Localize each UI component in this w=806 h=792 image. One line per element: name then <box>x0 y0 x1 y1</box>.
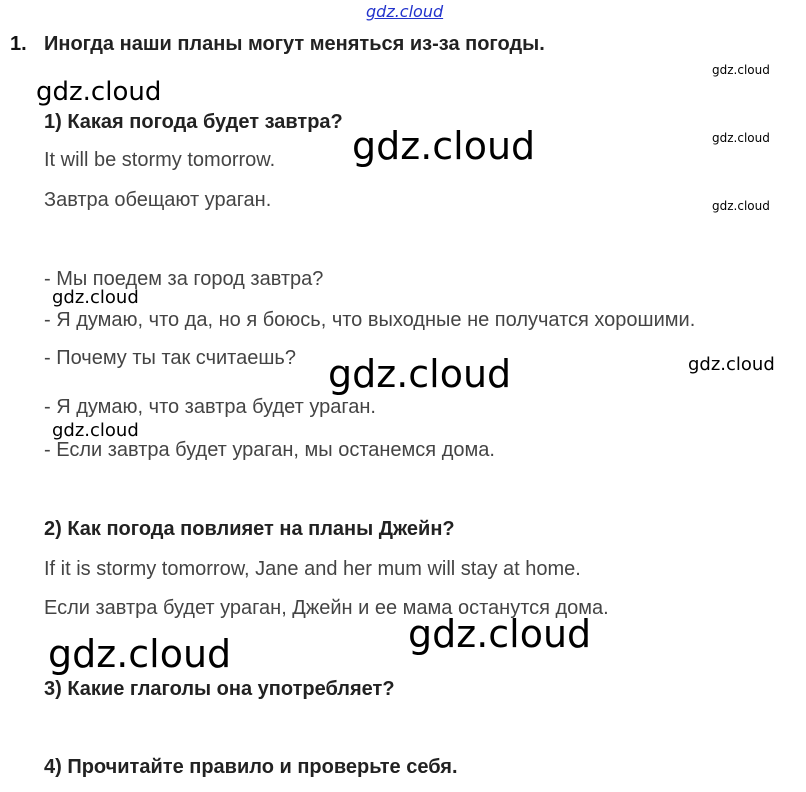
answer-2-en: If it is stormy tomorrow, Jane and her mum will stay at home. <box>44 558 581 580</box>
watermark: gdz.cloud <box>712 63 770 77</box>
question-2: 2) Как погода повлияет на планы Джейн? <box>44 518 455 540</box>
answer-2-ru: Если завтра будет ураган, Джейн и ее мама останутся дома. <box>44 597 609 619</box>
header-watermark: gdz.cloud <box>366 2 444 21</box>
answer-1-en: It will be stormy tomorrow. <box>44 149 276 171</box>
watermark: gdz.cloud <box>36 77 162 107</box>
dialogue-line: - Почему ты так считаешь? <box>44 347 296 369</box>
watermark: gdz.cloud <box>352 124 536 168</box>
watermark: gdz.cloud <box>712 199 770 213</box>
task-number: 1. <box>10 33 27 55</box>
dialogue-line: - Я думаю, что да, но я боюсь, что выходные не получатся хорошими. <box>44 309 696 331</box>
watermark: gdz.cloud <box>712 131 770 145</box>
watermark: gdz.cloud <box>688 354 775 375</box>
answer-1-ru: Завтра обещают ураган. <box>44 189 272 211</box>
dialogue-line: - Если завтра будет ураган, мы останемся дома. <box>44 439 495 461</box>
question-4: 4) Прочитайте правило и проверьте себя. <box>44 756 458 778</box>
dialogue-line: - Мы поедем за город завтра? <box>44 268 324 290</box>
task-title: Иногда наши планы могут меняться из-за погоды. <box>44 33 545 55</box>
question-1: 1) Какая погода будет завтра? <box>44 111 343 133</box>
watermark: gdz.cloud <box>48 632 232 676</box>
question-3: 3) Какие глаголы она употребляет? <box>44 678 395 700</box>
watermark: gdz.cloud <box>52 420 139 441</box>
watermark: gdz.cloud <box>52 287 139 308</box>
dialogue-line: - Я думаю, что завтра будет ураган. <box>44 396 376 418</box>
watermark: gdz.cloud <box>408 612 592 656</box>
watermark: gdz.cloud <box>328 352 512 396</box>
